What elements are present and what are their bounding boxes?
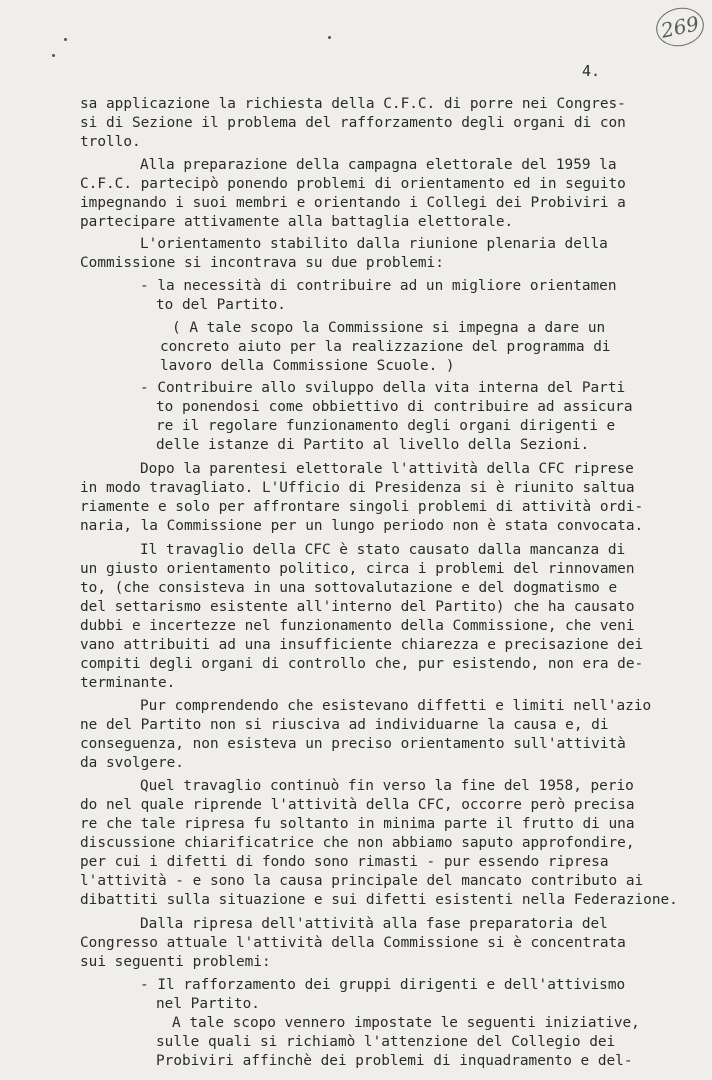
text-line: to ponendosi come obbiettivo di contribuire ad assicura bbox=[156, 399, 633, 415]
text-line: lavoro della Commissione Scuole. ) bbox=[160, 358, 455, 374]
text-line: del settarismo esistente all'interno del Partito) che ha causato bbox=[80, 599, 635, 615]
text-line: un giusto orientamento politico, circa i problemi del rinnovamen bbox=[80, 561, 635, 577]
page-number: 4. bbox=[582, 62, 601, 80]
text-line: ne del Partito non si riusciva ad individuarne la causa e, di bbox=[80, 717, 609, 733]
text-line: trollo. bbox=[80, 134, 141, 150]
text-line: discussione chiarificatrice che non abbiamo saputo approfondire, bbox=[80, 835, 635, 851]
text-line: to del Partito. bbox=[156, 297, 286, 313]
text-line: - Contribuire allo sviluppo della vita interna del Parti bbox=[140, 380, 626, 396]
text-line: vano attribuiti ad una insufficiente chiarezza e precisazione dei bbox=[80, 637, 644, 653]
scan-speck bbox=[328, 36, 331, 39]
text-line: do nel quale riprende l'attività della CFC, occorre però precisa bbox=[80, 797, 635, 813]
text-line: naria, la Commissione per un lungo periodo non è stata convocata. bbox=[80, 518, 644, 534]
text-line: in modo travagliato. L'Ufficio di Presidenza si è riunito saltua bbox=[80, 480, 635, 496]
text-line: delle istanze di Partito al livello della Sezioni. bbox=[156, 437, 590, 453]
text-line: sui seguenti problemi: bbox=[80, 954, 271, 970]
text-line: - la necessità di contribuire ad un migliore orientamen bbox=[140, 278, 617, 294]
text-line: concreto aiuto per la realizzazione del programma di bbox=[160, 339, 611, 355]
text-line: to, (che consisteva in una sottovalutazione e del dogmatismo e bbox=[80, 580, 618, 596]
archive-stamp: 269 bbox=[653, 3, 708, 50]
text-line: compiti degli organi di controllo che, pur esistendo, non era de- bbox=[80, 656, 644, 672]
text-line: terminante. bbox=[80, 675, 176, 691]
text-line: - Il rafforzamento dei gruppi dirigenti e dell'attivismo bbox=[140, 977, 626, 993]
text-line: da svolgere. bbox=[80, 755, 184, 771]
scan-speck bbox=[52, 54, 55, 57]
text-line: si di Sezione il problema del rafforzamento degli organi di con bbox=[80, 115, 626, 131]
text-line: A tale scopo vennero impostate le seguenti iniziative, bbox=[172, 1015, 640, 1031]
text-line: l'attività - e sono la causa principale del mancato contributo ai bbox=[80, 873, 644, 889]
text-line: re che tale ripresa fu soltanto in minima parte il frutto di una bbox=[80, 816, 635, 832]
text-line: Alla preparazione della campagna elettorale del 1959 la bbox=[140, 157, 617, 173]
text-line: sa applicazione la richiesta della C.F.C. di porre nei Congres- bbox=[80, 96, 626, 112]
text-line: Dopo la parentesi elettorale l'attività della CFC riprese bbox=[140, 461, 634, 477]
text-line: re il regolare funzionamento degli organi dirigenti e bbox=[156, 418, 616, 434]
text-line: Dalla ripresa dell'attività alla fase preparatoria del bbox=[140, 916, 608, 932]
text-line: Congresso attuale l'attività della Commissione si è concentrata bbox=[80, 935, 626, 951]
text-line: dibattiti sulla situazione e sui difetti esistenti nella Federazione. bbox=[80, 892, 678, 908]
text-line: Commissione si incontrava su due problemi: bbox=[80, 255, 444, 271]
text-line: nel Partito. bbox=[156, 996, 260, 1012]
text-line: conseguenza, non esisteva un preciso orientamento sull'attività bbox=[80, 736, 626, 752]
text-line: Probiviri affinchè dei problemi di inquadramento e del- bbox=[156, 1053, 633, 1069]
scan-speck bbox=[64, 38, 67, 41]
text-line: Quel travaglio continuò fin verso la fine del 1958, perio bbox=[140, 778, 634, 794]
text-line: C.F.C. partecipò ponendo problemi di orientamento ed in seguito bbox=[80, 176, 626, 192]
text-line: L'orientamento stabilito dalla riunione plenaria della bbox=[140, 236, 608, 252]
text-line: partecipare attivamente alla battaglia elettorale. bbox=[80, 214, 514, 230]
text-line: dubbi e incertezze nel funzionamento della Commissione, che veni bbox=[80, 618, 635, 634]
text-line: Pur comprendendo che esistevano diffetti e limiti nell'azio bbox=[140, 698, 652, 714]
text-line: ( A tale scopo la Commissione si impegna a dare un bbox=[172, 320, 606, 336]
text-line: Il travaglio della CFC è stato causato dalla mancanza di bbox=[140, 542, 626, 558]
text-line: per cui i difetti di fondo sono rimasti - pur essendo ripresa bbox=[80, 854, 609, 870]
text-line: impegnando i suoi membri e orientando i Collegi dei Probiviri a bbox=[80, 195, 626, 211]
text-line: riamente e solo per affrontare singoli problemi di attività ordi- bbox=[80, 499, 644, 515]
text-line: sulle quali si richiamò l'attenzione del Collegio dei bbox=[156, 1034, 616, 1050]
